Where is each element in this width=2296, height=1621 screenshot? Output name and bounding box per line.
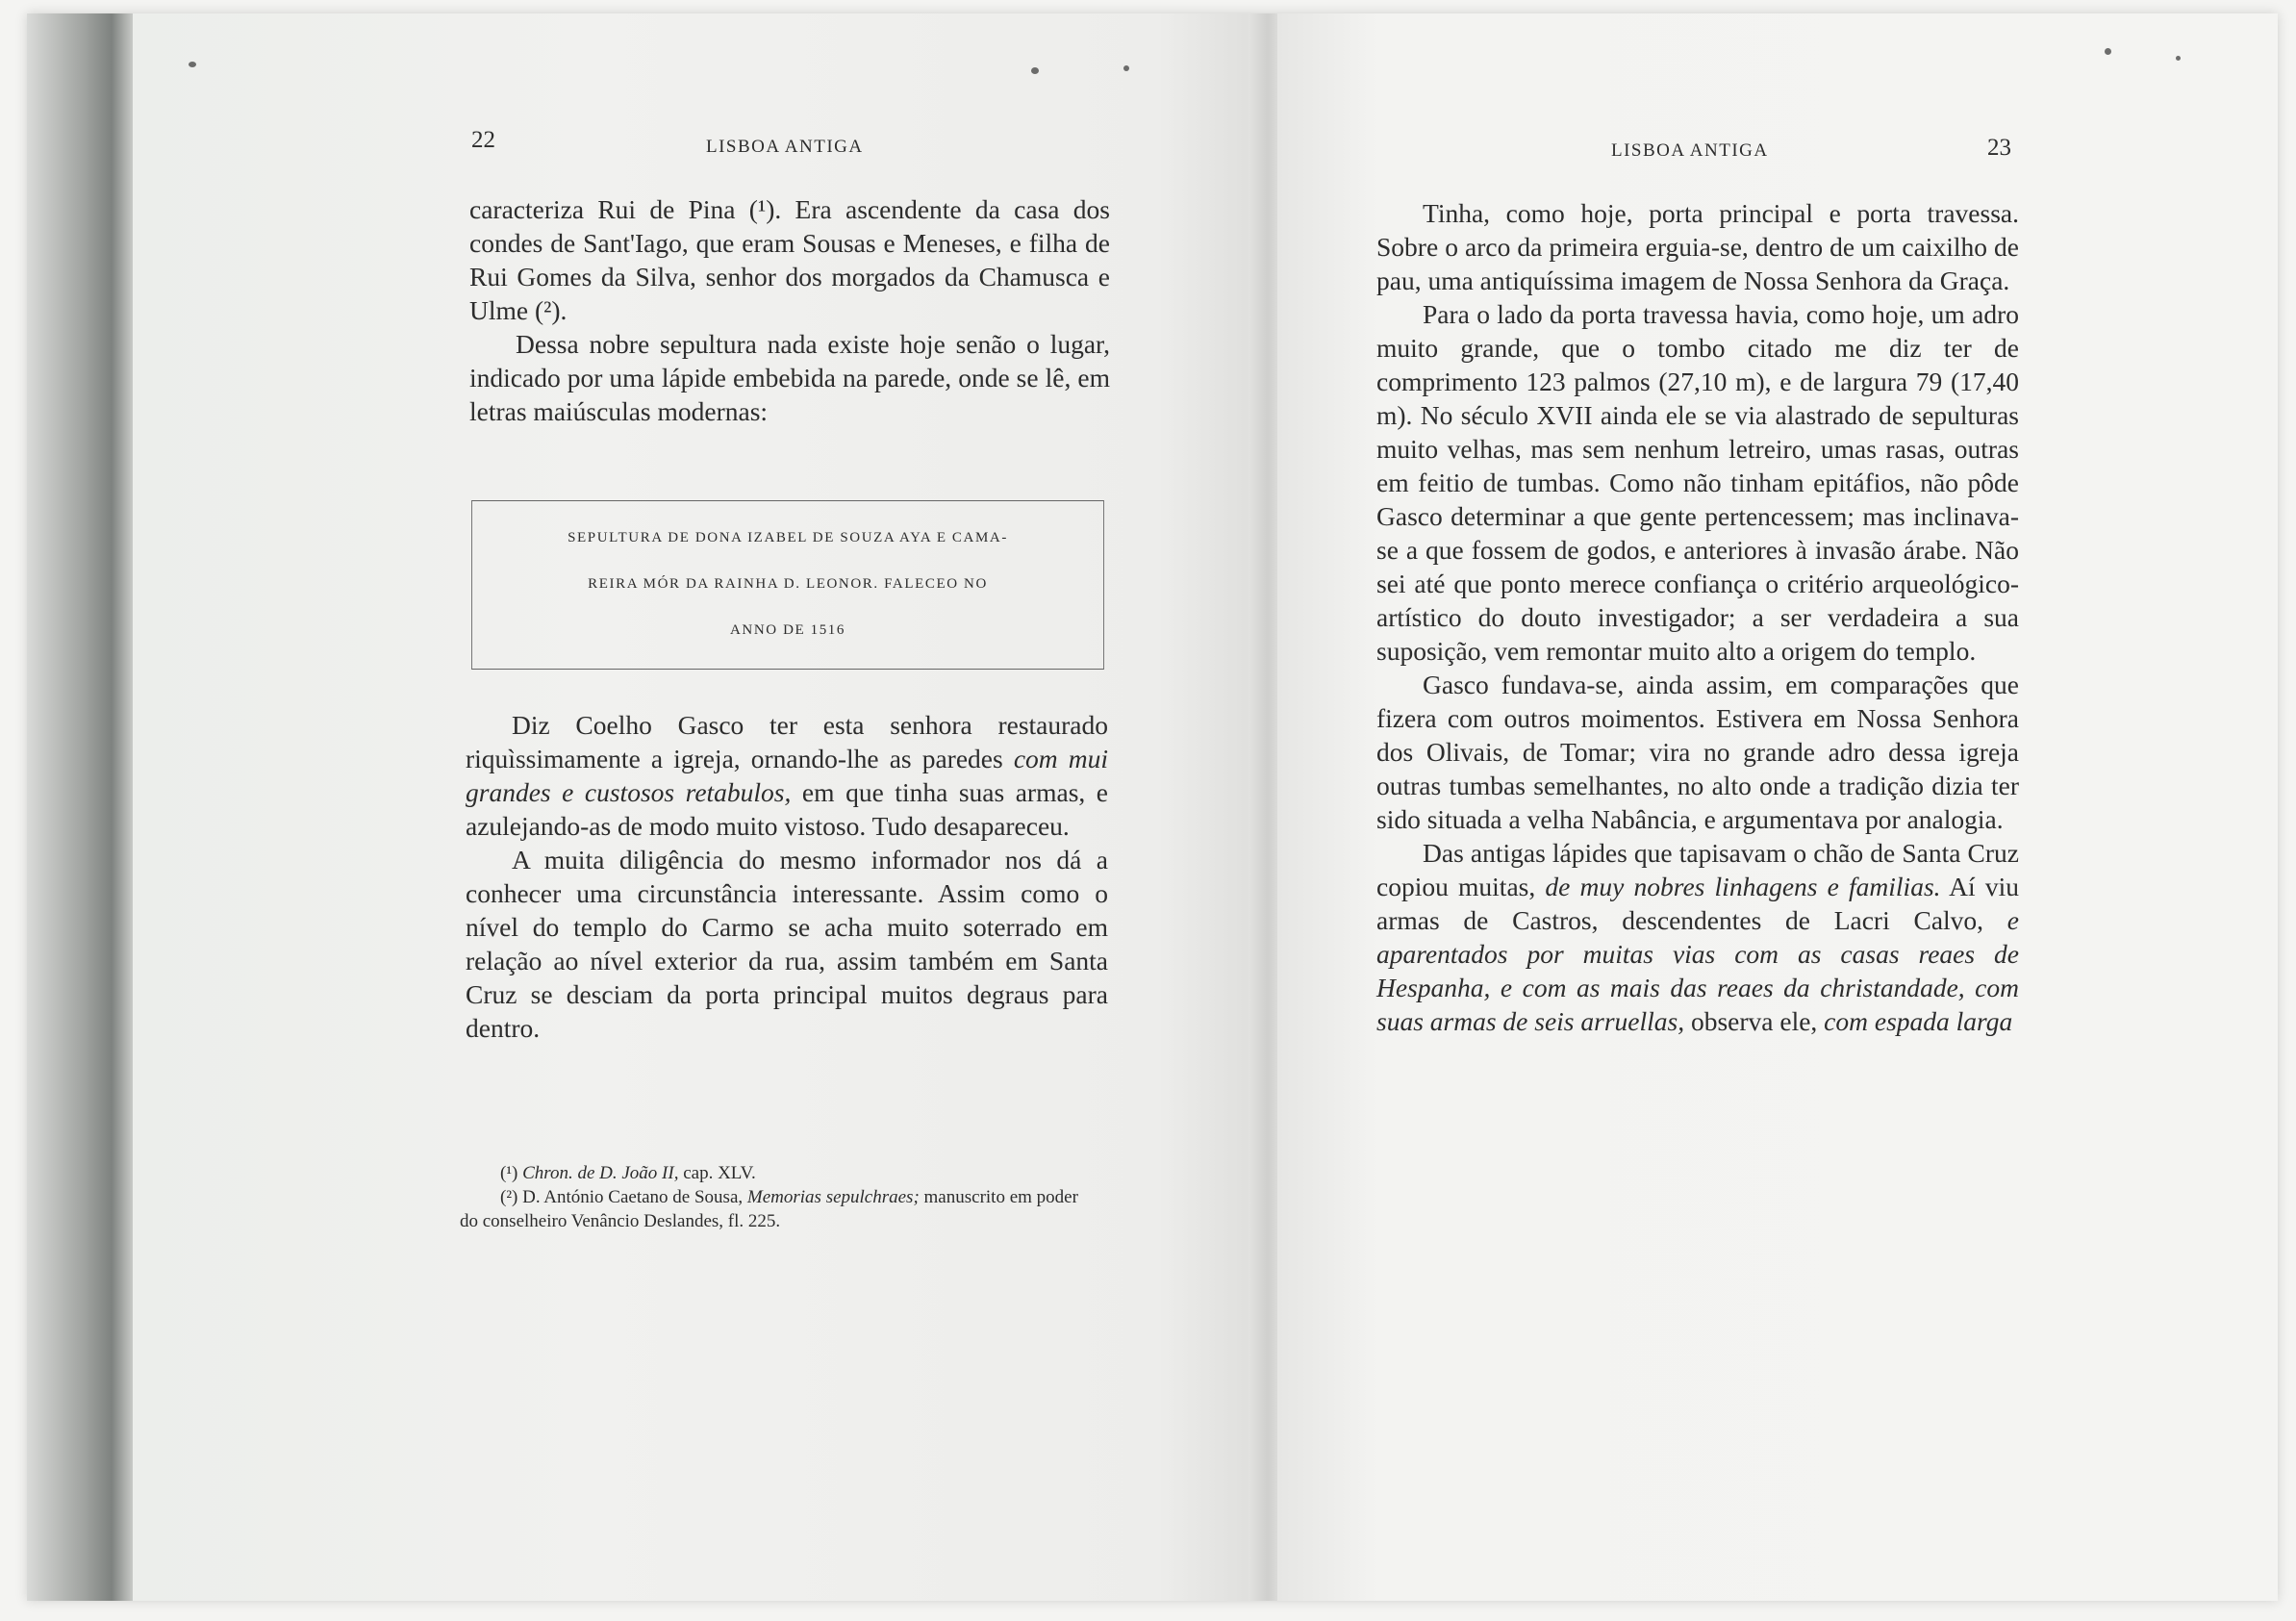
page-number: 23 [1987,135,2011,161]
ink-speck [2105,48,2111,55]
text-run: Das antigas lápides que tapisavam o chão de Santa Cruz copiou muitas, [1376,838,2019,901]
italic-run: com espada larga [1824,1006,2013,1036]
footnote-mark: (²) D. António Caetano de Sousa, [500,1187,747,1207]
italic-run: de muy nobres linhagens e familias. [1545,872,1941,901]
running-head: LISBOA ANTIGA [706,137,864,157]
book-spine [27,13,133,1601]
paragraph: A muita diligência do mesmo informador nos dá a conhecer uma circunstância interessante. Assim como o nível do templo do Carmo se acha muito soterrado em relação ao nível exterior da rua, assim também em Santa Cruz se desciam da porta principal muitos degraus para dentro. [466,845,1108,1043]
ink-speck [189,62,196,67]
italic-run: Chron. de D. João II, [522,1163,679,1183]
left-body-top [469,192,1110,428]
paragraph: Gasco fundava-se, ainda assim, em comparações que fizera com outros moimentos. Estivera em Nossa Senhora dos Olivais, de Tomar; vira no grande adro dessa igreja outras tumbas semelhantes, no alto onde a tradição dizia ter sido situada a velha Nabância, e argumentava por analogia. [1376,670,2019,834]
running-head: LISBOA ANTIGA [1611,140,1769,161]
text-run: observa ele, [1684,1006,1825,1036]
paragraph: Tinha, como hoje, porta principal e porta travessa. Sobre o arco da primeira erguia-se, dentro de um caixilho de pau, uma antiquíssima imagem de Nossa Senhora da Graça. [1376,198,2019,295]
italic-run: Memorias sepulchraes; [746,1187,920,1207]
text-run: em que tinha suas armas, e azulejando-as de modo muito vistoso. Tudo desapareceu. [466,777,1109,841]
right-body [1376,196,2019,1038]
inscription-line: ANNO DE 1516 [729,622,846,638]
ink-speck [2176,56,2181,61]
paragraph [466,708,1108,843]
footnote [460,1161,1100,1185]
footnote [460,1185,1100,1233]
ink-speck [1031,67,1039,74]
text-run: Aí viu armas de Castros, descendentes de Lacri Calvo, [1376,872,2019,935]
paragraph: Para o lado da porta travessa havia, como hoje, um adro muito grande, que o tombo citado me diz ter de comprimento 123 palmos (27,10 m), e de largura 79 (17,40 m). No século XVII ainda ele se via alastrado de sepulturas muito velhas, mas sem nenhum letreiro, umas rasas, outras em feitio de tumbas. Como não tinham epitáfios, não pôde Gasco determinar a que gente pertencessem; mas inclinava-se a que fossem de godos, e anteriores à invasão árabe. Não sei até que ponto merece confiança o critério arqueológico-artístico do douto investigador; a ser verdadeira a sua suposição, vem remontar muito alto a origem do templo. [1376,299,2019,666]
footnote-mark: (¹) [500,1163,523,1183]
inscription-line: SEPULTURA DE DONA IZABEL DE SOUZA AYA E CAMA- [568,530,1008,545]
inscription-line: REIRA MÓR DA RAINHA D. LEONOR. FALECEO NO [588,576,988,592]
text-run: cap. XLV. [678,1163,756,1183]
inscription-box [471,500,1104,670]
text-run: Diz Coelho Gasco ter esta senhora restaurado riquìssimamente a igreja, ornando-lhe as paredes [466,710,1108,773]
left-body-bottom [466,708,1108,1045]
ink-speck [1123,65,1129,71]
paragraph [1376,836,2019,1038]
text-run: manuscrito em poder do conselheiro Venâncio Deslandes, fl. 225. [460,1187,1078,1231]
paragraph: Dessa nobre sepultura nada existe hoje senão o lugar, indicado por uma lápide embebida na parede, onde se lê, em letras maiúsculas modernas: [469,329,1110,426]
footnotes [460,1161,1100,1233]
page-number: 22 [471,127,495,153]
italic-run: e aparentados por muitas vias com as casas reaes de Hespanha, e com as mais das reaes da christandade, com suas armas de seis arruellas, [1376,905,2019,1036]
paragraph: caracteriza Rui de Pina (¹). Era ascendente da casa dos condes de Sant'Iago, que eram Sousas e Meneses, e filha de Rui Gomes da Silva, senhor dos morgados da Chamusca e Ulme (²). [469,194,1110,325]
italic-run: com mui grandes e custosos retabulos, [466,744,1108,807]
